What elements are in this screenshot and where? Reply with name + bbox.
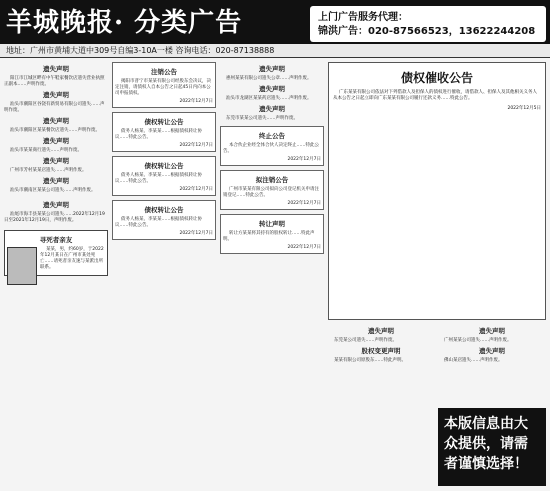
ad-block — [438, 326, 546, 344]
ad-block — [112, 200, 216, 240]
debt-collection-notice — [328, 62, 546, 320]
ad-text: 汕头市潮阳区谷饶有新贸易有限公司遗失……声明作废。 — [4, 102, 105, 113]
ad-text: 债务人杨某、李某某……根据债权转让协议……特此公告。 — [115, 129, 202, 140]
ad-block — [220, 84, 324, 102]
ad-title: 转让声明 — [259, 220, 285, 228]
ad-title: 遗失声明 — [43, 65, 69, 73]
ad-block — [4, 156, 108, 174]
ad-text: 揭阳市普宁市某某有限公司经股东会决议，决定注销，请债权人自本公告之日起45日内向本公司申报债权。 — [115, 79, 211, 96]
ad-date: 2022年12月7日 — [287, 157, 321, 162]
ad-block — [220, 214, 324, 254]
ad-block — [4, 136, 108, 154]
ad-title: 遗失声明 — [479, 347, 505, 355]
hotline-title: 上门广告服务代理： — [318, 12, 408, 23]
ad-title: 遗失声明 — [259, 65, 285, 73]
ad-text: 惠州某某有限公司遗失公章……声明作废。 — [226, 76, 312, 81]
ad-title: 遗失声明 — [43, 201, 69, 209]
ad-title: 寻死者亲友 — [39, 236, 73, 244]
masthead-title: 羊城晚报 — [6, 8, 115, 38]
ad-date: 2022年12月7日 — [179, 187, 213, 192]
section-title: · 分类广告 — [114, 8, 243, 38]
notice-date: 2022年12月5日 — [507, 106, 541, 111]
ad-block — [438, 346, 546, 364]
ad-text: 汕头市某某商行遗失……声明作废。 — [10, 148, 82, 153]
ad-date: 2022年12月7日 — [179, 143, 213, 148]
ad-text: 债务人杨某、李某某……根据债权转让协议……特此公告。 — [115, 217, 202, 228]
ad-title: 遗失声明 — [43, 137, 69, 145]
column-4c — [438, 324, 546, 404]
ad-block — [4, 64, 108, 88]
ad-block — [220, 170, 324, 210]
ad-block — [328, 346, 434, 364]
column-2 — [112, 62, 216, 486]
ad-title: 债权转让公告 — [144, 118, 184, 126]
ad-block — [4, 90, 108, 114]
ad-title: 遗失声明 — [368, 327, 394, 335]
ad-text: 某某，男，约60岁，于2022年12月某日在广州市某处死亡……请死者亲友速与某派出所联系。 — [40, 247, 104, 270]
ad-title: 遗失声明 — [259, 105, 285, 113]
ad-block — [112, 156, 216, 196]
notice-title: 债权催收公告 — [400, 71, 473, 85]
ad-block — [112, 62, 216, 108]
column-4b — [328, 324, 434, 488]
disclaimer-box — [438, 408, 546, 486]
ad-title: 遗失声明 — [259, 85, 285, 93]
ad-text: 东莞某公司遗失……声明作废。 — [334, 338, 397, 343]
ad-title: 债权转让公告 — [144, 162, 184, 170]
masthead — [6, 2, 242, 39]
ad-text: 某某有限公司原股东……特此声明。 — [334, 358, 406, 363]
ad-title: 终止公告 — [259, 132, 285, 140]
column-1 — [4, 62, 108, 486]
ad-text: 广州某某公司遗失……声明作废。 — [444, 338, 512, 343]
ad-title: 注销公告 — [151, 68, 177, 76]
ad-text: 广州市芳村某某店遗失……声明作废。 — [10, 168, 87, 173]
ad-text: 债务人杨某、李某某……根据债权转让协议……特此公告。 — [115, 173, 202, 184]
ad-text: 佛山某店遗失……声明作废。 — [444, 358, 503, 363]
portrait-photo — [7, 247, 37, 285]
ad-text: 汕尾市海丰县某某公司遗失……2022年12月19日至2021年12月19日，声明作废。 — [4, 212, 105, 223]
ad-title: 遗失声明 — [43, 91, 69, 99]
ad-block — [220, 104, 324, 122]
ad-date: 2022年12月7日 — [287, 245, 321, 250]
ad-block — [220, 126, 324, 166]
ad-title: 遗失声明 — [43, 177, 69, 185]
ad-text: 转让方某某将其持有的股权转让……特此声明。 — [223, 231, 315, 242]
ad-block — [4, 176, 108, 194]
column-3 — [220, 62, 324, 486]
notice-text: 广东某某有限公司依法对下列借款人及担保人的债权进行催收，请借款人、担保人及其他相关义务人从本公告之日起立即向广东某某有限公司履行还款义务……特此公告。 — [333, 90, 537, 101]
ad-date: 2022年12月7日 — [179, 99, 213, 104]
address-bar: 地址：广州市黄埔大道中309号自编3-10A一楼 咨询电话：020-87138888 — [0, 44, 550, 58]
ad-text: 汕头市龙湖区某某药店遗失……声明作废。 — [226, 96, 312, 101]
ad-block — [112, 112, 216, 152]
ad-date: 2022年12月7日 — [287, 201, 321, 206]
disclaimer-text: 本版信息由大众提供，请需者谨慎选择！ — [444, 416, 528, 472]
ad-text: 汕头市潮阳区某某餐饮店遗失……声明作废。 — [10, 128, 100, 133]
ad-block — [220, 64, 324, 82]
ad-text: 汕头市潮南区某某公司遗失……声明作废。 — [10, 188, 96, 193]
ad-title: 债权转让公告 — [144, 206, 184, 214]
ad-title: 遗失声明 — [43, 157, 69, 165]
ad-text: 广州市某某有限公司拟向公司登记机关申请注销登记……特此公告。 — [223, 187, 319, 198]
ad-block — [328, 326, 434, 344]
ad-date: 2022年12月7日 — [179, 231, 213, 236]
ad-title: 股权变更声明 — [361, 347, 401, 355]
ad-title: 遗失声明 — [479, 327, 505, 335]
ad-text: 东莞市某某公司遗失……声明作废。 — [226, 116, 298, 121]
ad-block — [4, 116, 108, 134]
missing-person-box — [4, 230, 108, 276]
hotline-numbers: 锦洪广告：020-87566523，13622244208 — [318, 26, 536, 37]
ad-title: 拟注销公告 — [255, 176, 289, 184]
ad-text: 本合伙企业经全体合伙人决定终止……特此公告。 — [223, 143, 319, 154]
ad-title: 遗失声明 — [43, 117, 69, 125]
ad-text: 阳江市江城区畔有中午鞋家餐饮店遗失营业执照正副本……声明作废。 — [4, 76, 105, 87]
ad-block — [4, 200, 108, 224]
